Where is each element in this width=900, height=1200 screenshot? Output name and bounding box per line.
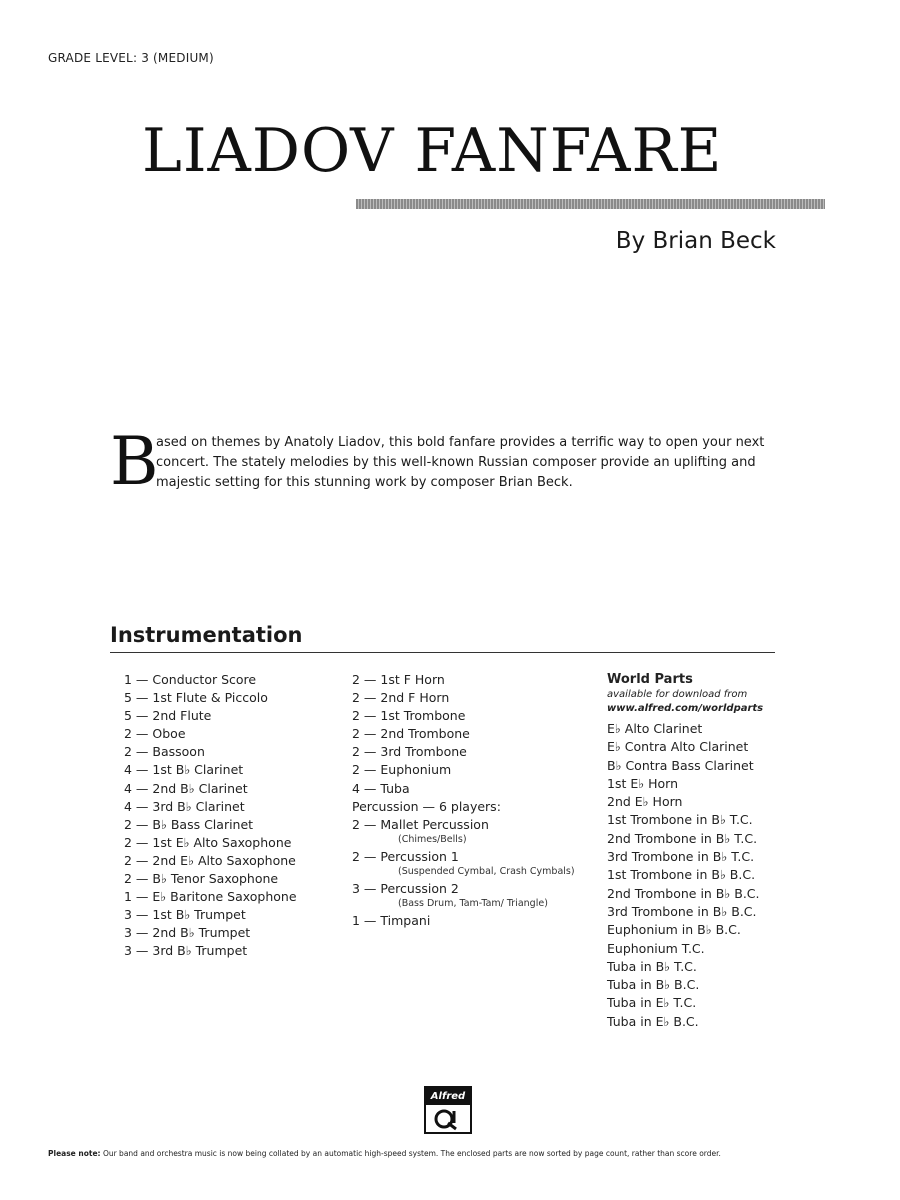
note-label: Please note: [48,1149,101,1158]
world-part-row: 1st Trombone in B♭ B.C. [607,867,756,883]
instrument-row: 2 — 1st F Horn [352,672,445,687]
instrument-detail: (Suspended Cymbal, Crash Cymbals) [398,865,575,877]
world-part-row: Tuba in E♭ B.C. [607,1013,699,1029]
alfred-logo-mark-icon [432,1107,464,1131]
instrument-row: 2 — B♭ Bass Clarinet [124,816,254,832]
instrument-row: 2 — 2nd E♭ Alto Saxophone [124,852,296,868]
instrument-list-column-2 [352,671,582,930]
world-part-row: E♭ Contra Alto Clarinet [607,739,749,755]
intro-text: ased on themes by Anatoly Liadov, this bold fanfare provides a terrific way to open your next concert. The stately melodies by this well-known Russian composer provide an uplifting and majestic setting for this stunning work by composer Brian Beck. [156,435,765,490]
world-part-row: Euphonium T.C. [607,940,705,956]
world-part-row: 1st E♭ Horn [607,775,678,791]
instrument-row: 4 — 2nd B♭ Clarinet [124,780,248,796]
world-part-row: Tuba in B♭ B.C. [607,977,700,993]
world-part-row: B♭ Contra Bass Clarinet [607,757,754,773]
instrument-row: 4 — Tuba [352,780,410,796]
instrument-row: 5 — 1st Flute & Piccolo [124,690,268,706]
instrument-row: 2 — 1st Trombone [352,708,466,724]
instrument-row: 4 — 1st B♭ Clarinet [124,762,244,778]
instrument-row: 2 — Bassoon [124,744,205,760]
world-part-row: Tuba in E♭ T.C. [607,995,697,1011]
world-part-row: Tuba in B♭ T.C. [607,958,697,974]
intro-paragraph [110,423,790,500]
instrument-detail: (Bass Drum, Tam-Tam/ Triangle) [398,898,548,910]
instrument-row: 3 — 3rd B♭ Trumpet [124,943,248,959]
instrument-detail: (Chimes/Bells) [398,833,467,845]
instrument-row: 4 — 3rd B♭ Clarinet [124,798,245,814]
world-part-row: Euphonium in B♭ B.C. [607,922,741,938]
instrument-row: 2 — Percussion 1 [352,848,459,864]
world-part-row: E♭ Alto Clarinet [607,721,703,736]
title-underline-bar [356,199,825,209]
instrument-row: 2 — Oboe [124,726,186,742]
instrumentation-heading: Instrumentation [110,623,303,647]
composer-byline: By Brian Beck [615,228,776,254]
instrument-row: 2 — 2nd Trombone [352,726,470,742]
world-parts-url: www.alfred.com/worldparts [607,703,764,714]
instrument-row: 3 — 2nd B♭ Trumpet [124,925,251,941]
world-parts-title: World Parts [607,672,693,687]
instrument-row: 1 — Timpani [352,913,431,929]
instrument-row: 2 — Mallet Percussion [352,816,489,832]
world-parts-column [607,671,807,1031]
collation-note [48,1149,860,1159]
instrument-row: 2 — Euphonium [352,762,452,778]
instrument-list-column-1 [124,671,344,961]
instrument-row: 3 — Percussion 2 [352,880,459,896]
instrument-row: 2 — B♭ Tenor Saxophone [124,871,279,887]
world-part-row: 3rd Trombone in B♭ T.C. [607,849,755,865]
instrument-row: 1 — Conductor Score [124,672,257,687]
world-part-row: 2nd Trombone in B♭ T.C. [607,830,758,846]
world-part-row: 2nd Trombone in B♭ B.C. [607,885,760,901]
world-part-row: 2nd E♭ Horn [607,794,683,810]
world-parts-availability: available for download from [607,689,748,700]
instrument-row: 5 — 2nd Flute [124,708,212,724]
instrument-row: Percussion — 6 players: [352,798,501,814]
instrumentation-divider [110,652,775,653]
instrument-row: 2 — 3rd Trombone [352,744,467,760]
world-parts-list [607,720,807,1031]
alfred-logo [424,1086,472,1134]
note-text: Our band and orchestra music is now being collated by an automatic high-speed system. The enclosed parts are now sorted by page count, rather than score order. [102,1149,721,1158]
drop-cap: B [110,423,159,500]
alfred-logo-text: Alfred [426,1088,470,1105]
instrument-row: 2 — 2nd F Horn [352,690,450,706]
instrument-row: 3 — 1st B♭ Trumpet [124,907,246,923]
world-part-row: 1st Trombone in B♭ T.C. [607,812,753,828]
instrument-row: 2 — 1st E♭ Alto Saxophone [124,834,292,850]
world-part-row: 3rd Trombone in B♭ B.C. [607,903,757,919]
instrument-row: 1 — E♭ Baritone Saxophone [124,889,297,905]
grade-level: GRADE LEVEL: 3 (MEDIUM) [48,51,214,65]
page-title: LIADOV FANFARE [142,116,723,186]
